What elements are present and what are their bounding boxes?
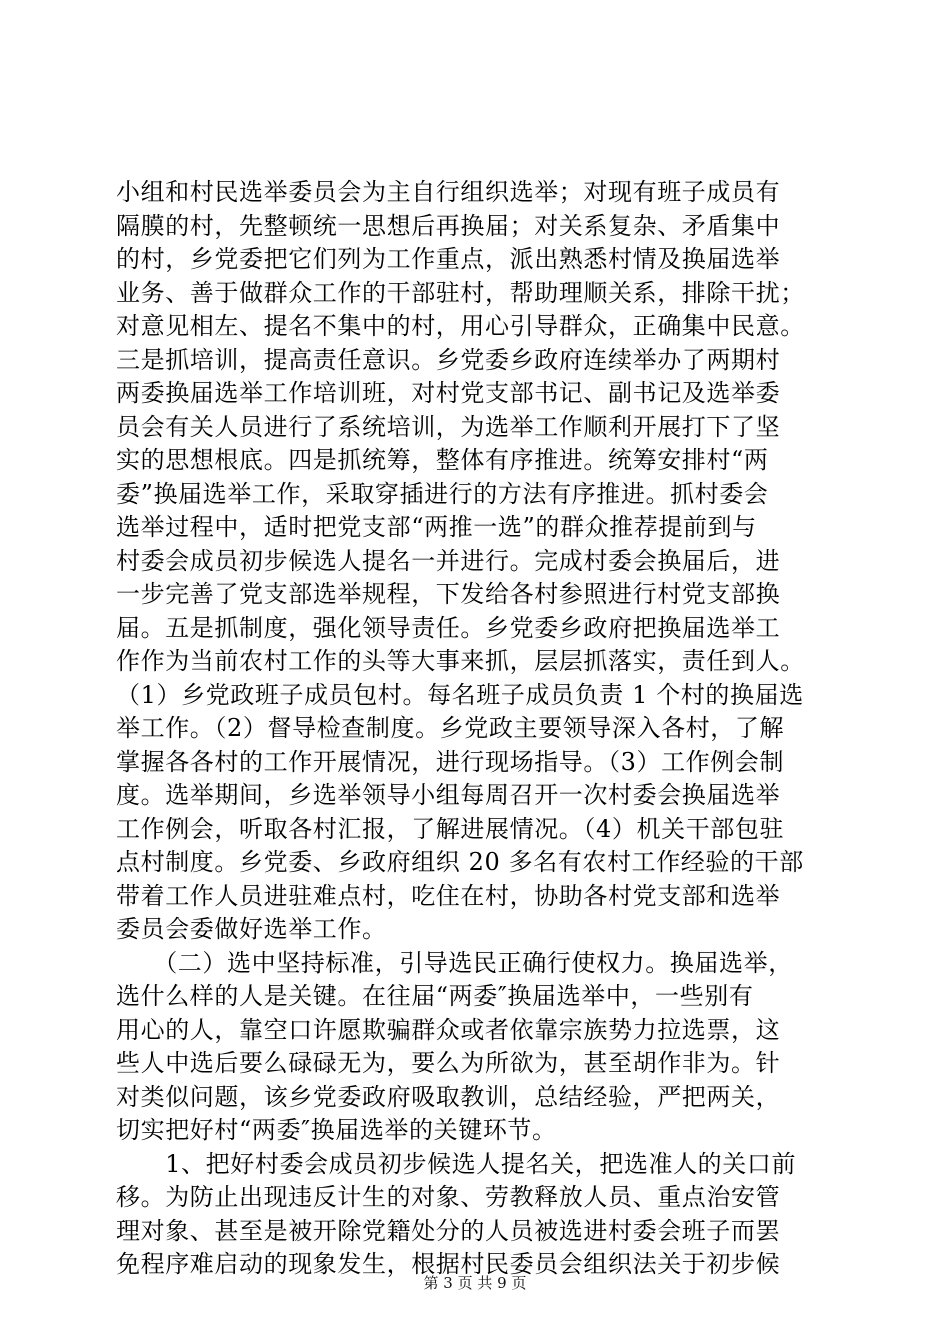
paragraph-3 [116, 1148, 836, 1282]
text-line: 作作为当前农村工作的头等大事来抓，层层抓落实，责任到人。 [116, 647, 805, 675]
text-line: 带着工作人员进驻难点村，吃住在村，协助各村党支部和选举 [116, 881, 781, 910]
text-line: 用心的人，靠空口许愿欺骗群众或者依靠宗族势力拉选票，这 [116, 1015, 781, 1044]
text-line: 员会有关人员进行了系统培训，为选举工作顺利开展打下了坚 [116, 412, 781, 441]
text-line: 委”换届选举工作，采取穿插进行的方法有序推进。抓村委会 [116, 479, 769, 508]
paragraph-1 [116, 176, 836, 947]
text-line: 委员会委做好选举工作。 [116, 915, 387, 943]
text-line: 实的思想根底。四是抓统筹，整体有序推进。统筹安排村“两 [116, 446, 769, 474]
text-line: 一步完善了党支部选举规程，下发给各村参照进行村党支部换 [116, 580, 781, 608]
text-line: 些人中选后要么碌碌无为，要么为所欲为，甚至胡作非为。针 [116, 1049, 781, 1077]
text-line: 隔膜的村，先整顿统一思想后再换届；对关系复杂、矛盾集中 [116, 211, 781, 240]
paragraph-2 [116, 947, 836, 1148]
text-line: 举工作。（2）督导检查制度。乡党政主要领导深入各村，了解 [116, 714, 785, 742]
text-line: 掌握各各村的工作开展情况，进行现场指导。（3）工作例会制 [116, 747, 785, 776]
text-line: 理对象、甚至是被开除党籍处分的人员被选进村委会班子而罢 [116, 1216, 781, 1245]
text-line: 选举过程中，适时把党支部“两推一选”的群众推荐提前到与 [116, 513, 757, 541]
text-line: 业务、善于做群众工作的干部驻村，帮助理顺关系，排除干扰； [116, 278, 805, 307]
text-line: 点村制度。乡党委、乡政府组织 20 多名有农村工作经验的干部 [116, 848, 804, 876]
text-line: 免程序难启动的现象发生，根据村民委员会组织法关于初步候 [116, 1250, 781, 1278]
text-line: 切实把好村“两委″换届选举的关键环节。 [116, 1116, 557, 1144]
page-number-label: 第 3 页 共 9 页 [423, 1274, 527, 1292]
body-text [116, 176, 836, 1282]
text-line: 两委换届选举工作培训班，对村党支部书记、副书记及选举委 [116, 379, 781, 407]
text-line: 三是抓培训，提高责任意识。乡党委乡政府连续举办了两期村 [116, 345, 781, 374]
text-line: 1、把好村委会成员初步候选人提名关，把选准人的关口前 [116, 1149, 797, 1178]
text-line: 的村，乡党委把它们列为工作重点，派出熟悉村情及换届选举 [116, 245, 781, 273]
text-line: 选什么样的人是关键。在往届“两委″换届选举中，一些别有 [116, 982, 754, 1010]
text-line: 工作例会，听取各村汇报，了解进展情况。（4）机关干部包驻 [116, 814, 785, 843]
text-line: 小组和村民选举委员会为主自行组织选举；对现有班子成员有 [116, 178, 781, 206]
text-line: （二）选中坚持标准，引导选民正确行使权力。换届选举， [116, 948, 793, 977]
text-line: 对意见相左、提名不集中的村，用心引导群众，正确集中民意。 [116, 312, 805, 340]
text-line: 移。为防止出现违反计生的对象、劳教释放人员、重点治安管 [116, 1183, 781, 1211]
text-line: （1）乡党政班子成员包村。每名班子成员负责 1 个村的换届选 [116, 680, 804, 709]
text-line: 度。选举期间，乡选举领导小组每周召开一次村委会换届选举 [116, 781, 781, 809]
text-line: 对类似问题，该乡党委政府吸取教训，总结经验，严把两关， [116, 1082, 781, 1111]
page-footer [0, 1273, 950, 1293]
text-line: 村委会成员初步候选人提名一并进行。完成村委会换届后，进 [116, 546, 781, 575]
text-line: 届。五是抓制度，强化领导责任。乡党委乡政府把换届选举工 [116, 613, 781, 642]
